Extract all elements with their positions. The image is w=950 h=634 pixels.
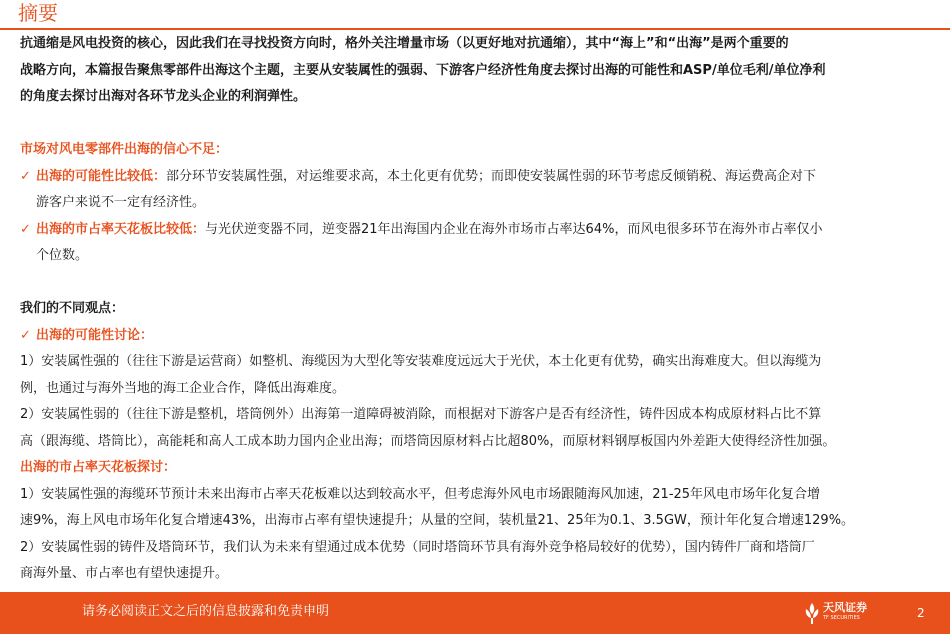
section-heading-our-view: 我们的不同观点： <box>20 301 125 316</box>
bullet-continuation: 个位数。 <box>36 248 89 263</box>
check-icon: ✓ <box>20 168 31 184</box>
logo-mark-icon <box>803 601 821 625</box>
page-title: 摘要 <box>18 1 58 25</box>
subheading-label: 出海的可能性讨论： <box>36 327 154 343</box>
intro-line-1: 抗通缩是风电投资的核心，因此我们在寻找投资方向时，格外关注增量市场（以更好地对抗通缩），其中“海上”和“出海”是两个重要的 <box>20 36 789 51</box>
bullet-label: 出海的可能性比较低： <box>36 168 167 184</box>
paragraph-line: 商海外量、市占率也有望快速提升。 <box>20 566 229 581</box>
intro-line-2: 战略方向，本篇报告聚焦零部件出海这个主题，主要从安装属性的强弱、下游客户经济性角度去探讨出海的可能性和ASP/单位毛利/单位净利 <box>20 62 826 78</box>
spacer <box>20 270 935 297</box>
company-logo <box>803 598 889 628</box>
footer-bar <box>0 592 950 634</box>
spacer <box>20 111 935 138</box>
bullet-label: 出海的市占率天花板比较低： <box>36 221 206 237</box>
check-icon: ✓ <box>20 221 31 237</box>
logo-name: 天风证券 <box>823 601 867 614</box>
section-heading-market-doubt: 市场对风电零部件出海的信心不足： <box>20 142 229 157</box>
disclaimer-text: 请务必阅读正文之后的信息披露和免责申明 <box>82 604 330 619</box>
bullet-text: 部分环节安装属性强，对运维要求高，本土化更有优势；而即使安装属性弱的环节考虑反倾销税、海运费高企对下 <box>166 168 817 184</box>
logo-subtitle: TF SECURITIES <box>823 615 860 621</box>
summary-content <box>20 31 935 588</box>
bullet-text: 与光伏逆变器不同，逆变器21年出海国内企业在海外市场市占率达64%，而风电很多环节在海外市占率仅小 <box>205 221 823 237</box>
paragraph-line: 1）安装属性强的海缆环节预计未来出海市占率天花板难以达到较高水平，但考虑海外风电市场跟随海风加速，21-25年风电市场年化复合增 <box>20 486 821 502</box>
title-divider <box>0 28 950 30</box>
paragraph-line: 2）安装属性弱的（往往下游是整机，塔筒例外）出海第一道障碍被消除，而根据对下游客户是否有经济性，铸件因成本构成原材料占比不算 <box>20 407 822 422</box>
bullet-continuation: 游客户来说不一定有经济性。 <box>36 195 206 210</box>
subheading-possibility <box>20 323 935 350</box>
subheading-ceiling: 出海的市占率天花板探讨： <box>20 460 177 475</box>
page-number: 2 <box>917 606 925 620</box>
paragraph-line: 1）安装属性强的（往往下游是运营商）如整机、海缆因为大型化等安装难度远远大于光伏，本土化更有优势，确实出海难度大。但以海缆为 <box>20 354 822 369</box>
check-icon: ✓ <box>20 327 31 343</box>
paragraph-line: 2）安装属性弱的铸件及塔筒环节，我们认为未来有望通过成本优势（同时塔筒环节具有海外竞争格局较好的优势），国内铸件厂商和塔筒厂 <box>20 539 815 555</box>
paragraph-line: 例，也通过与海外当地的海工企业合作，降低出海难度。 <box>20 380 346 396</box>
bullet-possibility-low <box>20 164 935 191</box>
bullet-ceiling-low <box>20 217 935 244</box>
intro-line-3: 的角度去探讨出海对各环节龙头企业的利润弹性。 <box>20 89 307 104</box>
paragraph-line: 高（跟海缆、塔筒比），高能耗和高人工成本助力国内企业出海；而塔筒因原材料占比超80%，而原材料钢厚板国内外差距大使得经济性加强。 <box>20 433 836 449</box>
paragraph-line: 速9%，海上风电市场年化复合增速43%，出海市占率有望快速提升；从量的空间，装机量21、25年为0.1、3.5GW，预计年化复合增速129%。 <box>20 513 855 528</box>
